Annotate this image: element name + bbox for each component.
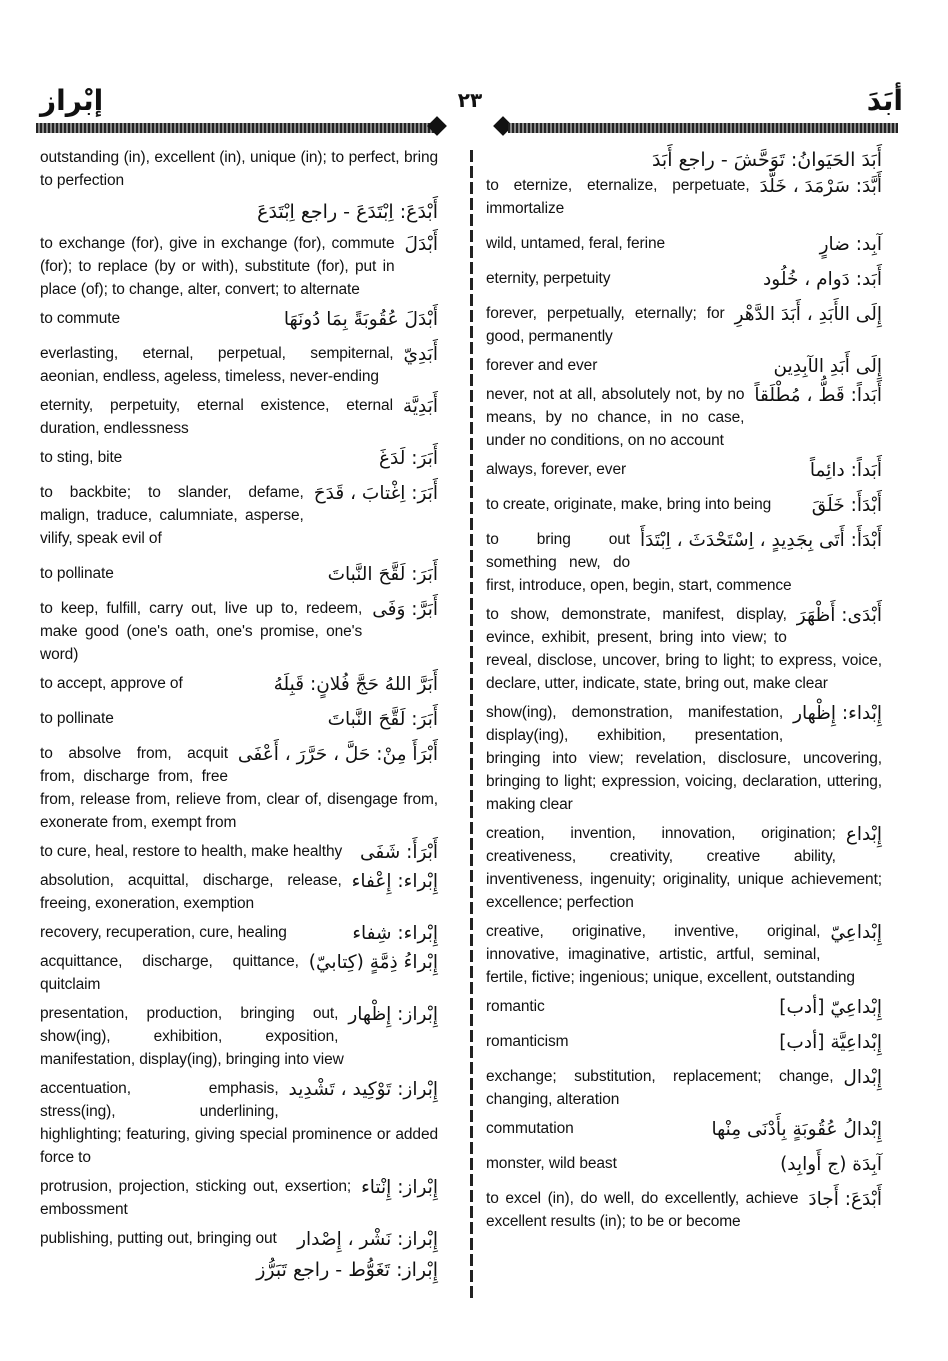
entry-definition: to absolve from, acquit from, discharge from, free from, release from, relieve from, clear of, disengage from, exonerate from, exempt from: [40, 745, 438, 831]
entry-definition: to keep, fulfill, carry out, live up to, redeem, make good (one's oath, one's promise, one's word): [40, 600, 363, 663]
dictionary-entry: [486, 383, 882, 452]
header-rule-right: [508, 123, 898, 133]
entry-headword: أَبْدَعَ: أَجادَ: [808, 1189, 882, 1210]
dictionary-entry: [486, 458, 882, 481]
dictionary-entry: [40, 1077, 438, 1169]
entry-definition: forever, perpetually, eternally; for good, permanently: [486, 305, 725, 345]
dictionary-entry: [40, 742, 438, 834]
entry-headword: إِلَى أَبَدِ الآبِدِين: [773, 356, 882, 377]
entry-definition: to sting, bite: [40, 449, 123, 466]
dictionary-entry: [40, 146, 438, 192]
entry-definition: eternity, perpetuity, eternal existence, eternal duration, endlessness: [40, 397, 393, 437]
header-rule-left: [36, 123, 434, 133]
entry-headword: إِلَى الأَبَدِ ، أَبَدَ الدَّهْرِ: [734, 304, 882, 325]
entry-definition: romantic: [486, 998, 545, 1015]
entry-definition: absolution, acquittal, discharge, release, freeing, exoneration, exemption: [40, 872, 342, 912]
dictionary-entry: [486, 603, 882, 695]
dictionary-entry: [40, 840, 438, 863]
entry-headword: إِبْراز: نَشْر ، إِصْدار: [297, 1229, 438, 1250]
entry-headword: أَبَرَ: لَقَّحَ النَّباتَ: [327, 709, 438, 730]
entry-definition: creative, originative, inventive, original, innovative, imaginative, artistic, artful, seminal, fertile, fictive; ingenious; unique, excellent, outstanding: [486, 923, 855, 986]
dictionary-entry: [40, 394, 438, 440]
dictionary-entry: [486, 701, 882, 816]
entry-headword: إِبْراءُ ذِمَّةٍ (كِتابيّ): [308, 952, 438, 973]
dictionary-entry: [486, 1065, 882, 1111]
entry-definition: to excel (in), do well, do excellently, achieve excellent results (in); to be or become: [486, 1190, 799, 1230]
entry-headword: إِبْدالُ عُقُوبَةٍ بِأَدْنَى مِنْها: [711, 1119, 882, 1140]
dictionary-entry: [40, 342, 438, 388]
dictionary-entry: [486, 1117, 882, 1140]
dictionary-entry: [486, 174, 882, 220]
entry-definition: to commute: [40, 310, 120, 327]
dictionary-entry: [486, 1152, 882, 1175]
entry-headword: إِبْداع: [845, 824, 882, 845]
entry-definition: never, not at all, absolutely not, by no means, by no chance, in no case, under no conditions, on no account: [486, 386, 745, 449]
dictionary-entry: [40, 921, 438, 944]
dictionary-entry: [486, 302, 882, 348]
entry-headword: أَبَدِيَّة: [402, 396, 438, 417]
dictionary-entry: [40, 481, 438, 550]
dictionary-entry: [486, 493, 882, 516]
entry-headword: أَبْدَلَ: [404, 234, 438, 255]
dictionary-entry: [486, 267, 882, 290]
dictionary-entry: أَبَدَ الحَيَوانُ: تَوَحَّشَ - راجع أَبَدَ: [651, 149, 882, 171]
entry-definition: to show, demonstrate, manifest, display, evince, exhibit, present, bring into view; to reveal, disclose, uncover, bring to light; to express, voice, declare, utter, indicate, state, bring out, make clear: [486, 606, 882, 692]
entry-definition: always, forever, ever: [486, 461, 627, 478]
entry-headword: إِبْداعِيّ [أدب]: [779, 997, 882, 1018]
entry-headword: إِبْداء: إِظْهار: [793, 703, 882, 724]
entry-definition: to pollinate: [40, 710, 114, 727]
entry-definition: acquittance, discharge, quittance, quitclaim: [40, 953, 299, 993]
dictionary-entry: أَبْدَعَ: اِبْتَدَعَ - راجع اِبْتَدَعَ: [257, 201, 438, 223]
entry-definition: publishing, putting out, bringing out: [40, 1230, 277, 1247]
header-guide-word-right: أبَدَ: [866, 84, 903, 117]
entry-definition: accentuation, emphasis, stress(ing), underlining, highlighting; featuring, giving special prominence or added force to: [40, 1080, 438, 1166]
entry-definition: to pollinate: [40, 565, 114, 582]
entry-definition: wild, untamed, feral, ferine: [486, 235, 665, 252]
entry-definition: to eternize, eternalize, perpetuate, immortalize: [486, 177, 750, 217]
entry-headword: أَبْدَأَ: خَلَقَ: [811, 495, 882, 516]
entry-headword: إِبْداعِيَّة [أدب]: [779, 1032, 882, 1053]
left-column: [40, 146, 438, 1284]
entry-headword: إِبْراء: إِعْفاء: [351, 871, 438, 892]
entry-definition: creation, invention, innovation, origination; creativeness, creativity, creative ability, inventiveness, ingenuity; originality, unique achievement; excellence; perfection: [486, 825, 882, 911]
dictionary-entry: [486, 528, 882, 597]
page-number: ٢٣: [457, 88, 483, 112]
dictionary-entry: [40, 672, 438, 695]
dictionary-entry: إِبْراز: تَغَوُّط - راجع تَبَرُّز: [256, 1259, 438, 1281]
entry-headword: أَبَرَ: لَدَغَ: [379, 448, 438, 469]
dictionary-entry: [486, 1030, 882, 1053]
dictionary-entry: [40, 707, 438, 730]
dictionary-entry: [40, 869, 438, 915]
entry-definition: exchange; substitution, replacement; change, changing, alteration: [486, 1068, 834, 1108]
entry-definition: commutation: [486, 1120, 574, 1137]
entry-headword: إِبْدال: [843, 1067, 882, 1088]
dictionary-entry: [40, 446, 438, 469]
dictionary-entry: [40, 597, 438, 666]
entry-definition: eternity, perpetuity: [486, 270, 611, 287]
entry-headword: أَبْدَلَ عُقُوبَةً بِمَا دُونَهَا: [283, 309, 438, 330]
entry-headword: إِبْراء: شِفاء: [352, 923, 438, 944]
dictionary-entry: [486, 920, 882, 989]
dictionary-entry: [486, 232, 882, 255]
entry-definition: to backbite; to slander, defame, malign, traduce, calumniate, asperse, vilify, speak evil of: [40, 484, 304, 547]
dictionary-entry: [40, 232, 438, 301]
entry-definition: show(ing), demonstration, manifestation, display(ing), exhibition, presentation, bringing into view; revelation, disclosure, uncovering, bringing to light; expression, voicing, declaration, uttering, making clear: [486, 704, 882, 813]
dictionary-entry: [486, 354, 882, 377]
entry-headword: أَبْدَأَ: أَتَى بِجَدِيدٍ ، اِسْتَحْدَثَ ، اِبْتَدَأَ: [640, 530, 882, 551]
entry-headword: أَبْرَأَ مِنْ: حَلَّ ، حَرَّرَ ، أَعْفَى: [237, 744, 438, 765]
dictionary-entry: [40, 1175, 438, 1221]
entry-definition: romanticism: [486, 1033, 569, 1050]
dictionary-entry: [40, 950, 438, 996]
entry-headword: آبِد: ضارٍ: [819, 234, 882, 255]
entry-definition: forever and ever: [486, 357, 598, 374]
entry-headword: أَبَدِيّ: [403, 344, 438, 365]
header-guide-word-left: إبْراز: [40, 84, 104, 117]
dictionary-entry: [486, 1187, 882, 1233]
entry-definition: recovery, recuperation, cure, healing: [40, 924, 287, 941]
entry-definition: everlasting, eternal, perpetual, sempiternal, aeonian, endless, ageless, timeless, never-ending: [40, 345, 394, 385]
column-divider: [470, 150, 473, 1300]
entry-definition: to accept, approve of: [40, 675, 183, 692]
entry-headword: إِبْراز: إِظْهار: [348, 1004, 438, 1025]
entry-headword: أَبَداً: دائِماً: [809, 460, 882, 481]
entry-headword: أَبَّدَ: سَرْمَدَ ، خَلَّدَ: [759, 176, 882, 197]
dictionary-entry: [40, 1002, 438, 1071]
entry-definition: to bring out something new, do first, introduce, open, begin, start, commence: [486, 531, 792, 594]
entry-headword: أَبْرَأَ: شَفَى: [359, 842, 438, 863]
right-column: [486, 146, 882, 1233]
entry-headword: أَبَرَ: اِغْتابَ ، قَدَحَ: [313, 483, 438, 504]
entry-definition: monster, wild beast: [486, 1155, 617, 1172]
entry-headword: أَبَداً: قَطُّ ، مُطْلَقاً: [754, 385, 882, 406]
dictionary-entry: [486, 995, 882, 1018]
entry-headword: أَبَد: دَوام ، خُلُود: [763, 269, 882, 290]
entry-definition: to cure, heal, restore to health, make healthy: [40, 843, 343, 860]
entry-headword: أَبْدَى: أَظْهَرَ: [796, 605, 882, 626]
entry-headword: أَبَرَ: لَقَّحَ النَّباتَ: [327, 564, 438, 585]
entry-definition: to exchange (for), give in exchange (for), commute (for); to replace (by or with), substitute (for), put in place (of); to change, alter, convert; to alternate: [40, 235, 395, 298]
entry-headword: إِبْداعِيّ: [830, 922, 882, 943]
entry-definition: presentation, production, bringing out, show(ing), exhibition, exposition, manifestation, display(ing), bringing into view: [40, 1005, 344, 1068]
entry-headword: إِبْراز: تَوْكِيد ، تَشْدِيد: [288, 1079, 438, 1100]
dictionary-entry: [486, 822, 882, 914]
dictionary-entry: [40, 1227, 438, 1250]
dictionary-entry: [40, 562, 438, 585]
entry-headword: أَبَرَّ: وَفَى: [372, 599, 438, 620]
dictionary-entry: [40, 307, 438, 330]
entry-definition: outstanding (in), excellent (in), unique (in); to perfect, bring to perfection: [40, 149, 438, 189]
entry-definition: protrusion, projection, sticking out, exsertion; embossment: [40, 1178, 352, 1218]
entry-headword: آبِدَة (ج أَوابِد): [780, 1154, 882, 1175]
entry-definition: to create, originate, make, bring into being: [486, 496, 772, 513]
entry-headword: إِبْراز: إِنْتاء: [361, 1177, 438, 1198]
entry-headword: أَبَرَّ اللهُ حَجَّ فُلانٍ: قَبِلَهُ: [273, 674, 438, 695]
